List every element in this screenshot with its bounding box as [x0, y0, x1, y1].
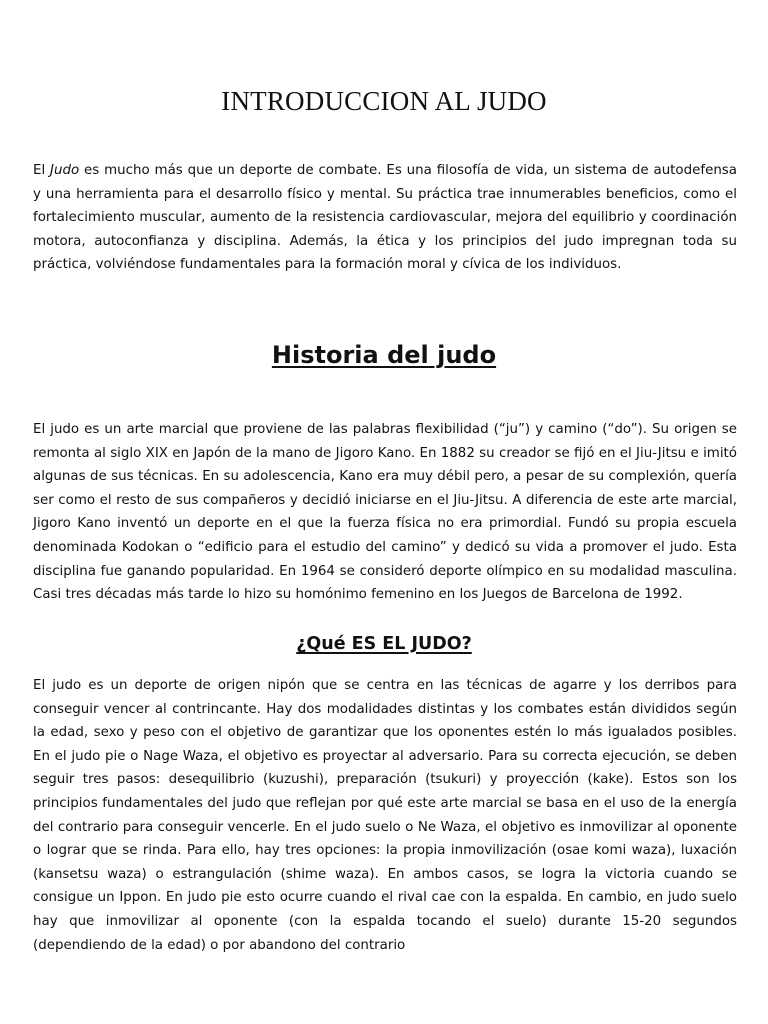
intro-italic-term: Judo — [50, 163, 80, 178]
history-paragraph: El judo es un arte marcial que proviene de las palabras flexibilidad (“ju”) y camino (“do”). Su origen se remonta al siglo XIX en Japón de la mano de Jigoro Kano. En 1882 su creador se fijó en el Jiu-Jitsu e imitó algunas de sus técnicas. En su adolescencia, Kano era muy débil pero, a pesar de su complexión, quería ser como el resto de sus compañeros y decidió iniciarse en el Jiu-Jitsu. A diferencia de este arte marcial, Jigoro Kano inventó un deporte en el que la fuerza física no era primordial. Fundó su propia escuela denominada Kodokan o “edificio para el estudio del camino” y dedicó su vida a promover el judo. Esta disciplina fue ganando popularidad. En 1964 se consideró deporte olímpico en su modalidad masculina. Casi tres décadas más tarde lo hizo su homónimo femenino en los Juegos de Barcelona de 1992. — [33, 422, 737, 603]
history-heading — [0, 341, 768, 369]
what-is-heading-text: ¿Qué ES EL JUDO? — [296, 634, 472, 654]
history-heading-text: Historia del judo — [271, 341, 497, 369]
what-is-paragraph: El judo es un deporte de origen nipón que se centra en las técnicas de agarre y los derribos para conseguir vencer al contrincante. Hay dos modalidades distintas y los combates están divididos según la edad, sexo y peso con el objetivo de garantizar que los oponentes estén lo más igualados posibles. En el judo pie o Nage Waza, el objetivo es proyectar al adversario. Para su correcta ejecución, se deben seguir tres pasos: desequilibrio (kuzushi), preparación (tsukuri) y proyección (kake). Estos son los principios fundamentales del judo que reflejan por qué este arte marcial se basa en el uso de la energía del contrario para conseguir vencerle. En el judo suelo o Ne Waza, el objetivo es inmovilizar al oponente o lograr que se rinda. Para ello, hay tres opciones: la propia inmovilización (osae komi waza), luxación (kansetsu waza) o estrangulación (shime waza). En ambos casos, se logra la victoria cuando se consigue un Ippon. En judo pie esto ocurre cuando el rival cae con la espalda. En cambio, en judo suelo hay que inmovilizar al oponente (con la espalda tocando el suelo) durante 15-20 segundos (dependiendo de la edad) o por abandono del contrario — [33, 678, 737, 953]
intro-text-start: El — [33, 163, 51, 178]
document-title: INTRODUCCION AL JUDO — [221, 86, 547, 116]
what-is-heading — [0, 634, 768, 654]
intro-paragraph — [33, 159, 737, 277]
intro-text-rest: es mucho más que un deporte de combate. Es una filosofía de vida, un sistema de autodefensa y una herramienta para el desarrollo físico y mental. Su práctica trae innumerables beneficios, como el fortalecimiento muscular, aumento de la resistencia cardiovascular, mejora del equilibrio y coordinación motora, autoconfianza y disciplina. Además, la ética y los principios del judo impregnan toda su práctica, volviéndose fundamentales para la formación moral y cívica de los individuos. — [33, 163, 737, 273]
